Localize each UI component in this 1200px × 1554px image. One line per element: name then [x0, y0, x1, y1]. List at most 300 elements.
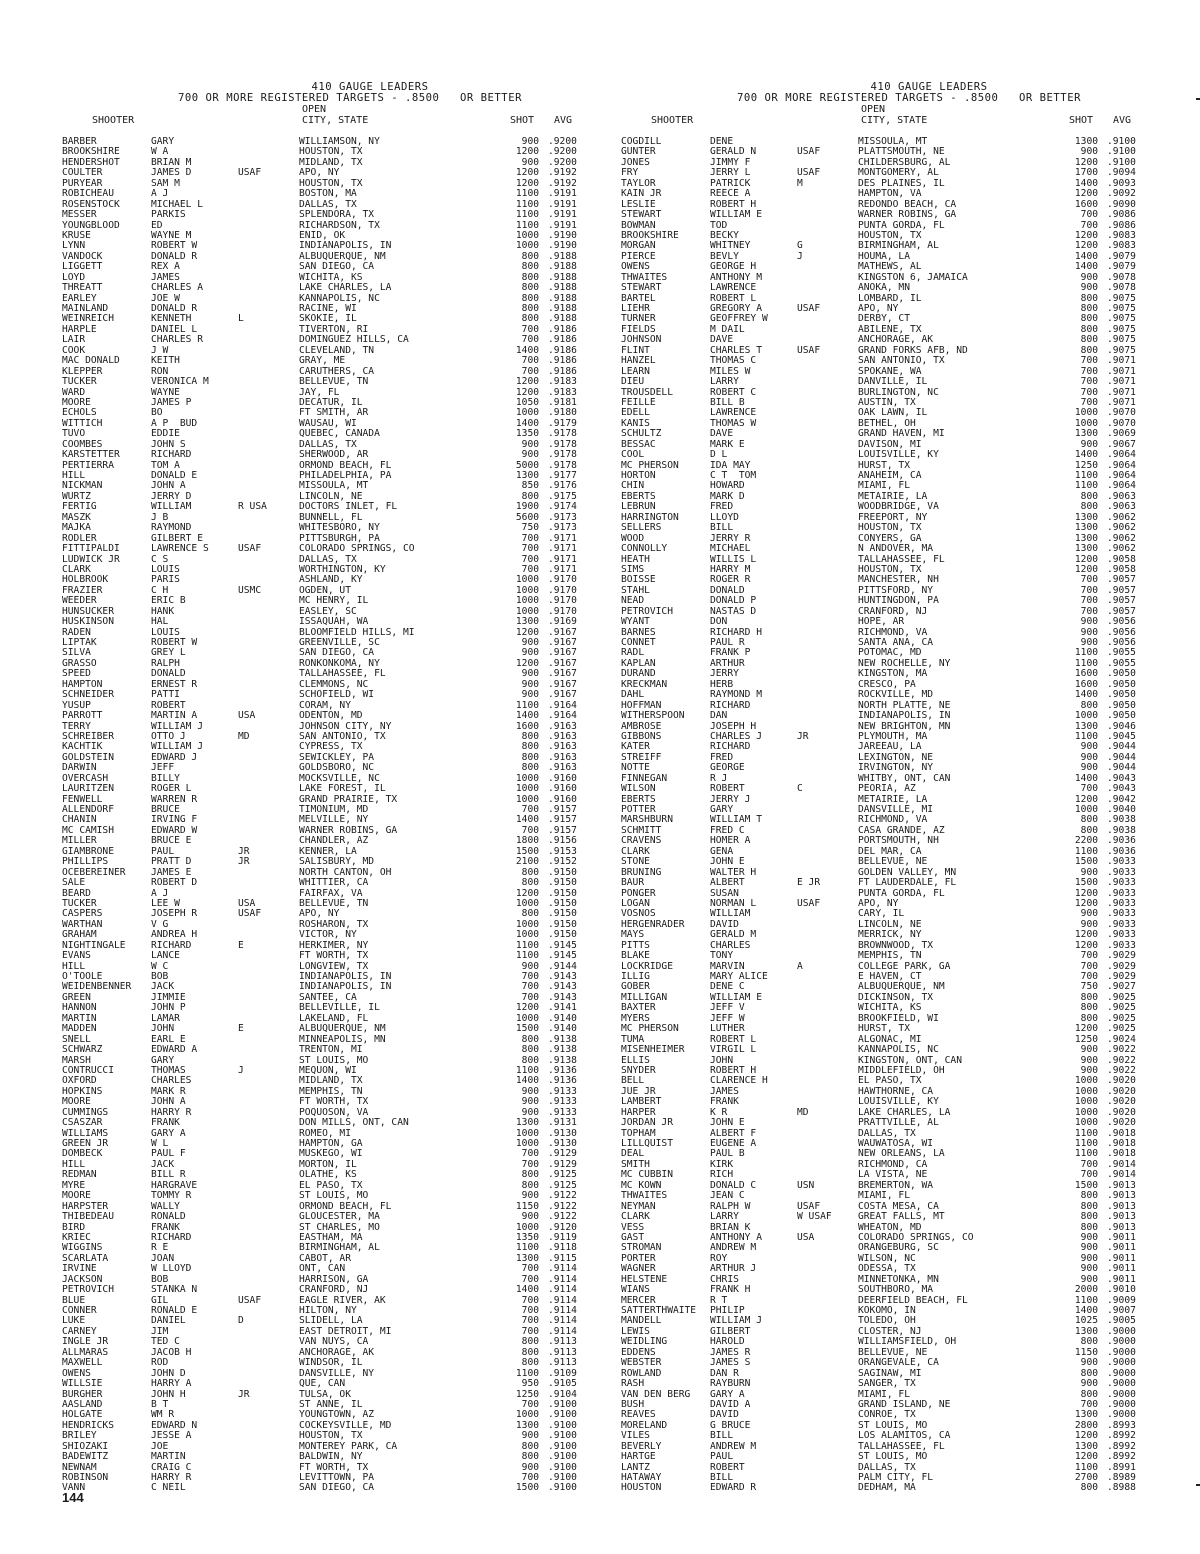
average: .9040	[1107, 804, 1136, 815]
shooter-last-name: WILSON	[621, 783, 656, 795]
shooter-last-name: CLARK	[621, 1211, 650, 1223]
shooter-last-name: FENWELL	[62, 793, 103, 805]
average: .9175	[548, 490, 577, 502]
city-state: GOLDEN VALLEY, MN	[858, 866, 957, 878]
shooter-first-name: LAWRENCE	[710, 282, 757, 294]
shooter-first-name: BILL	[710, 1430, 734, 1442]
shooter-last-name: FRAZIER	[62, 584, 103, 596]
shooter-first-name: JERRY R	[710, 532, 751, 544]
left-col-shooter: SHOOTER	[92, 115, 135, 126]
shooter-last-name: YOUNGBLOOD	[62, 219, 120, 231]
shooter-first-name: ANDREW M	[710, 1440, 757, 1452]
shooter-last-name: TAYLOR	[621, 177, 656, 189]
city-state: APO, NY	[858, 303, 899, 314]
average: .9174	[548, 501, 577, 513]
average: .9014	[1107, 1158, 1136, 1170]
shooter-last-name: FRY	[621, 167, 639, 179]
shooter-last-name: LAMBERT	[621, 1096, 662, 1108]
city-state: SAGINAW, MI	[858, 1367, 922, 1379]
city-state: DEDHAM, MA	[858, 1482, 916, 1494]
city-state: DON MILLS, ONT, CAN	[299, 1117, 409, 1129]
city-state: BROOKFIELD, WI	[858, 1012, 939, 1024]
shooter-first-name: EDDIE	[151, 428, 180, 440]
city-state: WAUWATOSA, WI	[858, 1138, 934, 1149]
shooter-last-name: EVANS	[62, 950, 91, 962]
shooter-last-name: CONTRUCCI	[62, 1064, 114, 1076]
city-state: MANCHESTER, NH	[858, 574, 939, 586]
shooter-last-name: JUE JR	[621, 1085, 656, 1097]
shooter-first-name: RONALD	[151, 1211, 186, 1223]
shot-count: 800	[1080, 490, 1098, 502]
average: .8991	[1107, 1461, 1136, 1473]
average: .9178	[548, 449, 577, 461]
average: .9000	[1107, 1346, 1136, 1358]
city-state: SAN DIEGO, CA	[299, 1482, 375, 1494]
average: .9150	[548, 918, 577, 930]
shot-count: 800	[521, 1179, 539, 1191]
average: .9173	[548, 522, 577, 534]
average: .9044	[1107, 741, 1136, 753]
shot-count: 900	[1080, 1242, 1098, 1254]
shot-count: 800	[1080, 1367, 1098, 1379]
city-state: BUNNELL, FL	[299, 511, 363, 523]
shooter-first-name: MILES W	[710, 365, 751, 377]
shooter-first-name: VIRGIL L	[710, 1044, 757, 1056]
shot-count: 1200	[1074, 188, 1098, 200]
shooter-last-name: WEBSTER	[621, 1357, 662, 1369]
average: .9025	[1107, 1002, 1136, 1014]
shooter-first-name: DAVID	[710, 1409, 739, 1421]
shooter-first-name: CHARLES R	[151, 334, 203, 346]
average: .9055	[1107, 647, 1136, 659]
city-state: MIDLAND, TX	[299, 156, 363, 168]
shooter-first-name: DANIEL L	[151, 323, 198, 335]
left-column-headers	[62, 104, 638, 137]
shot-count: 1100	[1074, 647, 1098, 659]
city-state: CASA GRANDE, AZ	[858, 824, 945, 836]
shooter-last-name: NEYMAN	[621, 1200, 656, 1212]
average: .9188	[548, 261, 577, 273]
shooter-last-name: HILL	[62, 470, 86, 481]
average: .9071	[1107, 376, 1136, 388]
city-state: HERKIMER, NY	[299, 939, 369, 951]
shot-count: 1350	[515, 1231, 539, 1243]
average: .9167	[548, 657, 577, 669]
shooter-last-name: ALLMARAS	[62, 1346, 109, 1358]
shooter-last-name: LEARN	[621, 365, 650, 377]
shooter-first-name: DONALD	[151, 668, 186, 680]
city-state: WHITBY, ONT, CAN	[858, 772, 951, 784]
table-row	[621, 1452, 1197, 1462]
shooter-last-name: BOWMAN	[621, 219, 656, 231]
city-state: ST LOUIS, MO	[858, 1419, 928, 1431]
shot-count: 1250	[515, 1388, 539, 1400]
shooter-last-name: LIGGETT	[62, 261, 103, 273]
shot-count: 1200	[515, 1002, 539, 1014]
shooter-last-name: LIPTAK	[62, 637, 97, 648]
shot-count: 900	[1080, 762, 1098, 774]
shot-count: 700	[1080, 960, 1098, 972]
city-state: PORTSMOUTH, NH	[858, 835, 939, 847]
average: .9092	[1107, 188, 1136, 200]
shooter-first-name: LEE W	[151, 897, 180, 909]
shot-count: 700	[521, 553, 539, 565]
city-state: PUNTA GORDA, FL	[858, 219, 945, 231]
shooter-first-name: GREGORY A	[710, 303, 762, 314]
city-state: COSTA MESA, CA	[858, 1200, 939, 1212]
shooter-last-name: HAMPTON	[62, 678, 103, 690]
city-state: YOUNGTOWN, AZ	[299, 1409, 375, 1421]
shooter-first-name: DAVE	[710, 428, 734, 440]
city-state: IRVINGTON, NY	[858, 762, 934, 774]
shooter-last-name: TROUSDELL	[621, 386, 673, 398]
shooter-suffix: E	[238, 939, 244, 951]
average: .9063	[1107, 490, 1136, 502]
shooter-first-name: PATTI	[151, 689, 180, 701]
city-state: FT LAUDERDALE, FL	[858, 877, 957, 889]
shooter-first-name: CHARLES	[151, 1075, 192, 1087]
city-state: AUSTIN, TX	[858, 396, 916, 408]
shot-count: 700	[521, 971, 539, 982]
shooter-last-name: INGLE JR	[62, 1336, 109, 1348]
city-state: CHANDLER, AZ	[299, 835, 369, 847]
average: .9140	[548, 1023, 577, 1035]
right-header-subtitle: 700 OR MORE REGISTERED TARGETS - .8500 OR BETTER	[737, 92, 1081, 104]
shooter-last-name: BUSH	[621, 1398, 645, 1410]
shooter-first-name: JEFF V	[710, 1002, 745, 1014]
shot-count: 800	[1080, 824, 1098, 836]
shot-count: 800	[1080, 699, 1098, 711]
city-state: TOLEDO, OH	[858, 1315, 916, 1327]
shooter-first-name: ROBERT H	[710, 1064, 757, 1076]
shot-count: 1100	[1074, 1138, 1098, 1149]
city-state: ALBUQUERQUE, NM	[299, 1023, 386, 1035]
average: .9152	[548, 856, 577, 868]
shooter-first-name: WILLIAM J	[151, 720, 203, 732]
shooter-last-name: TURNER	[621, 313, 656, 325]
shot-count: 700	[521, 355, 539, 367]
shooter-first-name: RAYBURN	[710, 1378, 751, 1390]
shooter-suffix: USAF	[238, 908, 262, 920]
shooter-last-name: CSASZAR	[62, 1117, 103, 1129]
shot-count: 1000	[1074, 1085, 1098, 1097]
left-column-block	[62, 82, 638, 1494]
shooter-last-name: AMBROSE	[621, 720, 662, 732]
shooter-last-name: MARTIN	[62, 1012, 97, 1024]
shooter-first-name: JOSEPH R	[151, 908, 198, 920]
average: .9033	[1107, 929, 1136, 941]
shooter-last-name: DOMBECK	[62, 1148, 103, 1160]
shooter-first-name: JIM	[151, 1325, 169, 1337]
city-state: JAY, FL	[299, 386, 340, 398]
shooter-first-name: WAYNE	[151, 386, 180, 398]
city-state: CONROE, TX	[858, 1409, 916, 1421]
shot-count: 1000	[1074, 1117, 1098, 1129]
shooter-suffix: D	[238, 1315, 244, 1327]
shooter-last-name: RADL	[621, 647, 645, 659]
right-col-avg: AVG	[1113, 115, 1132, 126]
shooter-last-name: NEAD	[621, 595, 645, 607]
city-state: PLYMOUTH, MA	[858, 730, 928, 742]
shot-count: 700	[521, 1325, 539, 1337]
shooter-first-name: ARTHUR J	[710, 1263, 757, 1275]
average: .9020	[1107, 1117, 1136, 1129]
shooter-first-name: D L	[710, 449, 728, 461]
city-state: VAN NUYS, CA	[299, 1336, 369, 1348]
average: .9090	[1107, 198, 1136, 210]
right-col-shot: SHOT	[1069, 115, 1094, 126]
shot-count: 700	[1080, 365, 1098, 377]
shot-count: 700	[1080, 219, 1098, 231]
average: .9140	[548, 1012, 577, 1024]
shot-count: 1100	[1074, 470, 1098, 481]
shooter-first-name: JERRY J	[710, 793, 751, 805]
shot-count: 800	[1080, 303, 1098, 314]
shooter-first-name: WHITNEY	[710, 240, 751, 252]
shooter-first-name: DAVE	[710, 334, 734, 346]
table-row	[62, 617, 638, 627]
shot-count: 700	[521, 563, 539, 575]
average: .9180	[548, 407, 577, 419]
shooter-first-name: JOHN P	[151, 1002, 186, 1014]
shooter-first-name: JAMES S	[710, 1357, 751, 1369]
shooter-first-name: GILBERT E	[151, 532, 203, 544]
shooter-last-name: OVERCASH	[62, 772, 109, 784]
city-state: SAN DIEGO, CA	[299, 261, 375, 273]
shooter-first-name: M DAIL	[710, 323, 745, 335]
shooter-last-name: MILLER	[62, 835, 97, 847]
shooter-last-name: MERCER	[621, 1294, 656, 1306]
city-state: LONGVIEW, TX	[299, 960, 369, 972]
average: .9071	[1107, 355, 1136, 367]
shooter-first-name: JOHN	[710, 1054, 734, 1066]
shooter-last-name: JACKSON	[62, 1273, 103, 1285]
shooter-first-name: GARY	[710, 804, 734, 815]
shooter-last-name: MAJKA	[62, 522, 91, 534]
city-state: BIRMINGHAM, AL	[858, 240, 939, 252]
average: .9036	[1107, 835, 1136, 847]
shooter-first-name: K R	[710, 1106, 728, 1118]
average: .9024	[1107, 1033, 1136, 1045]
shooter-first-name: HOMER A	[710, 835, 751, 847]
shooter-last-name: COOMBES	[62, 438, 103, 450]
average: .9075	[1107, 323, 1136, 335]
shooter-suffix: JR	[238, 845, 250, 857]
shot-count: 800	[521, 490, 539, 502]
average: .9183	[548, 376, 577, 388]
shot-count: 800	[521, 866, 539, 878]
city-state: HOUSTON, TX	[858, 563, 922, 575]
shot-count: 1400	[515, 417, 539, 429]
city-state: EASLEY, SC	[299, 605, 357, 617]
shooter-first-name: ROBERT L	[710, 292, 757, 304]
average: .9033	[1107, 939, 1136, 951]
city-state: NEW ORLEANS, LA	[858, 1148, 945, 1160]
shot-count: 1300	[1074, 1409, 1098, 1421]
shooter-first-name: FRANK	[151, 1117, 180, 1129]
shot-count: 1000	[1074, 1106, 1098, 1118]
city-state: KENNER, LA	[299, 845, 357, 857]
shooter-first-name: BECKY	[710, 229, 739, 241]
shooter-last-name: BROOKSHIRE	[621, 229, 679, 241]
shooter-first-name: ALBERT F	[710, 1127, 757, 1139]
city-state: NEW BRIGHTON, MN	[858, 720, 951, 732]
shot-count: 900	[521, 647, 539, 659]
shot-count: 1100	[1074, 845, 1098, 857]
shooter-first-name: JOHN H	[151, 1388, 186, 1400]
shooter-last-name: GREEN	[62, 991, 91, 1003]
shooter-last-name: VILES	[621, 1430, 650, 1442]
shooter-first-name: BRUCE E	[151, 835, 192, 847]
city-state: LINCOLN, NE	[299, 490, 363, 502]
shooter-last-name: KATER	[621, 741, 650, 753]
city-state: WILLIAMSON, NY	[299, 136, 380, 147]
shot-count: 1000	[515, 605, 539, 617]
shooter-last-name: COOL	[621, 449, 645, 461]
shot-count: 800	[521, 261, 539, 273]
shooter-last-name: SALE	[62, 877, 86, 889]
city-state: HURST, TX	[858, 1023, 910, 1035]
average: .9113	[548, 1336, 577, 1348]
shooter-last-name: WIGGINS	[62, 1242, 103, 1254]
average: .9100	[548, 1451, 577, 1463]
shot-count: 700	[521, 1273, 539, 1285]
edge-mark	[1196, 1484, 1200, 1486]
city-state: QUE, CAN	[299, 1378, 346, 1390]
city-state: WAUSAU, WI	[299, 417, 357, 429]
city-state: ROMEO, MI	[299, 1127, 351, 1139]
shooter-first-name: JEFF	[151, 762, 175, 774]
average: .9020	[1107, 1096, 1136, 1108]
city-state: ODENTON, MD	[299, 710, 363, 722]
shooter-last-name: EDELL	[621, 407, 650, 419]
shot-count: 1600	[515, 720, 539, 732]
city-state: MC HENRY, IL	[299, 595, 369, 607]
shooter-last-name: BROOKSHIRE	[62, 146, 120, 158]
city-state: ANCHORAGE, AK	[299, 1346, 375, 1358]
shooter-first-name: DONALD	[710, 584, 745, 596]
shooter-last-name: CLARK	[621, 845, 650, 857]
city-state: ST LOUIS, MO	[299, 1054, 369, 1066]
city-state: ANOKA, MN	[858, 282, 910, 294]
shot-count: 2200	[1074, 835, 1098, 847]
shooter-last-name: MC CAMISH	[62, 824, 114, 836]
shooter-last-name: STEWART	[621, 209, 662, 221]
shot-count: 700	[521, 334, 539, 346]
shooter-first-name: TOM A	[151, 459, 180, 471]
average: .9050	[1107, 689, 1136, 701]
shot-count: 700	[1080, 783, 1098, 795]
city-state: DEERFIELD BEACH, FL	[858, 1294, 968, 1306]
shooter-last-name: VESS	[621, 1221, 645, 1233]
shooter-last-name: HOUSTON	[621, 1482, 662, 1494]
shooter-last-name: PETROVICH	[62, 1284, 114, 1296]
city-state: DERBY, CT	[858, 313, 910, 325]
city-state: LAKELAND, FL	[299, 1012, 369, 1024]
shooter-last-name: BIRD	[62, 1221, 86, 1233]
shooter-first-name: OTTO J	[151, 730, 186, 742]
average: .9129	[548, 1148, 577, 1160]
shot-count: 1200	[515, 657, 539, 669]
shooter-first-name: PAUL	[710, 1451, 734, 1463]
shooter-first-name: GEORGE H	[710, 261, 757, 273]
shooter-last-name: LYNN	[62, 240, 86, 252]
shot-count: 800	[1080, 1200, 1098, 1212]
shooter-last-name: GRAHAM	[62, 929, 97, 941]
city-state: DEL MAR, CA	[858, 845, 922, 857]
average: .9075	[1107, 344, 1136, 356]
shooter-last-name: MC PHERSON	[621, 459, 679, 471]
city-state: JAREEAU, LA	[858, 741, 922, 753]
average: .9100	[1107, 146, 1136, 158]
shooter-last-name: CHANIN	[62, 814, 97, 826]
shooter-last-name: TUCKER	[62, 376, 97, 388]
average: .9083	[1107, 240, 1136, 252]
shooter-last-name: IRVINE	[62, 1263, 97, 1275]
shooter-last-name: WITTICH	[62, 417, 103, 429]
city-state: NEW ROCHELLE, NY	[858, 657, 951, 669]
shooter-first-name: PATRICK	[710, 177, 751, 189]
city-state: CRANFORD, NJ	[299, 1284, 369, 1296]
shooter-last-name: HENDRICKS	[62, 1419, 114, 1431]
shooter-last-name: OWENS	[62, 1367, 91, 1379]
average: .9131	[548, 1117, 577, 1129]
shooter-first-name: EDWARD J	[151, 751, 198, 763]
shooter-last-name: TERRY	[62, 720, 91, 732]
shot-count: 1000	[1074, 710, 1098, 722]
shot-count: 1800	[515, 835, 539, 847]
shot-count: 1500	[1074, 877, 1098, 889]
shot-count: 1200	[1074, 563, 1098, 575]
average: .9000	[1107, 1325, 1136, 1337]
city-state: ALGONAC, MI	[858, 1033, 922, 1045]
city-state: INDIANAPOLIS, IN	[299, 240, 392, 252]
city-state: LOUISVILLE, KY	[858, 1096, 939, 1108]
shooter-first-name: NORMAN L	[710, 897, 757, 909]
shot-count: 1100	[515, 1064, 539, 1076]
shooter-first-name: LLOYD	[710, 511, 739, 523]
average: .9100	[1107, 156, 1136, 168]
city-state: E HAVEN, CT	[858, 971, 922, 982]
shooter-suffix: USAF	[238, 543, 262, 555]
city-state: DANSVILLE, NY	[299, 1367, 375, 1379]
average: .9145	[548, 939, 577, 951]
shooter-first-name: JAMES E	[151, 866, 192, 878]
shooter-last-name: KAIN JR	[621, 188, 662, 200]
shooter-first-name: ROBERT	[151, 699, 186, 711]
average: .9114	[548, 1325, 577, 1337]
average: .9150	[548, 866, 577, 878]
average: .9171	[548, 532, 577, 544]
shooter-last-name: MYRE	[62, 1179, 86, 1191]
shooter-last-name: ROSENSTOCK	[62, 198, 120, 210]
shot-count: 800	[521, 250, 539, 262]
shot-count: 1250	[1074, 1033, 1098, 1045]
average: .9025	[1107, 1012, 1136, 1024]
shooter-last-name: SCHMITT	[621, 824, 662, 836]
shot-count: 1000	[515, 783, 539, 795]
shooter-last-name: WIANS	[621, 1284, 650, 1296]
city-state: TALLAHASSEE, FL	[858, 553, 945, 565]
shot-count: 1400	[515, 344, 539, 356]
shooter-last-name: FINNEGAN	[621, 772, 668, 784]
shooter-first-name: W L	[151, 1138, 169, 1149]
shooter-first-name: DAVID	[710, 918, 739, 930]
average: .9171	[548, 563, 577, 575]
average: .9058	[1107, 553, 1136, 565]
city-state: MIAMI, FL	[858, 1190, 910, 1202]
city-state: JOHNSON CITY, NY	[299, 720, 392, 732]
